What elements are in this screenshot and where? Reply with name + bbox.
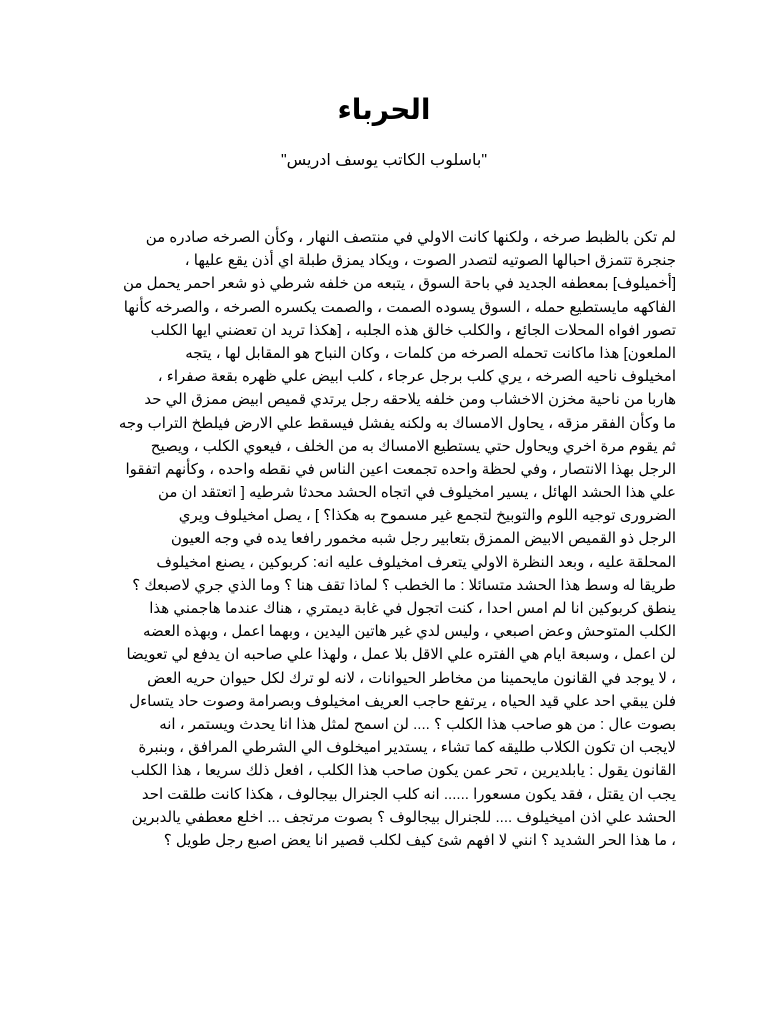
body-text <box>94 226 676 852</box>
body-line: [أخميلوف] بمعطفه الجديد في باحة السوق ، يتبعه من خلفه شرطي ذو شعر احمر يحمل من <box>122 275 676 293</box>
body-line: الرجل بهذا الانتصار ، وفي لحظة واحده تجمعت اعين الناس في نقطه واحده ، وكأنهم اتفقوا <box>125 460 676 478</box>
body-line: يجب ان يقتل ، فقد يكون مسعورا ...... انه كلب الجنرال بيجالوف ، هكذا كانت طلقت احد <box>141 785 676 803</box>
body-line: الكلب المتوحش وعض اصبعي ، وليس لدي غير هاتين اليدين ، وبهما اعمل ، وبهذه العضه <box>142 623 676 641</box>
body-line: الحشد علي اذن اميخيلوف .... للجنرال بيجالوف ؟ بصوت مرتجف ... اخلع معطفي يالدبرين <box>131 808 676 826</box>
body-line: الفاكهه مايستطيع حمله ، السوق يسوده الصمت ، والصمت يكسره الصرخه ، والصرخه كأنها <box>123 298 676 316</box>
page-title: الحرباء <box>337 94 431 125</box>
body-line: الضرورى توجيه اللوم والتوبيخ لتجمع غير مسموح به هكذا؟ ] ، يصل امخيلوف ويري <box>178 507 676 525</box>
body-line: ثم يقوم مرة اخري ويحاول حتي يستطيع الامساك به من الخلف ، فيعوي الكلب ، ويصيح <box>150 437 676 455</box>
body-line: لايجب ان تكون الكلاب طليقه كما تشاء ، يستدير اميخلوف الي الشرطي المرافق ، وبنبرة <box>138 739 676 757</box>
body-line: الملعون] هذا ماكانت تحمله الصرخه من كلمات ، وكان النباح هو المقابل لها ، يتجه <box>185 344 676 362</box>
body-line: القانون يقول : يابلديرين ، تحر عمن يكون صاحب هذا الكلب ، افعل ذلك سريعا ، هذا الكلب <box>130 762 676 780</box>
body-line: فلن يبقي احد علي قيد الحياه ، يرتفع حاجب العريف امخيلوف وبصرامة وصوت حاد يتساءل <box>129 692 676 710</box>
body-line: لم تكن بالظبط صرخه ، ولكنها كانت الاولي في منتصف النهار ، وكأن الصرخه صادره من <box>145 229 676 246</box>
body-line: المحلقة عليه ، وبعد النظرة الاولي يتعرف امخيلوف عليه انه: كربوكين ، يصنع امخيلوف <box>156 553 676 571</box>
body-line: تصور افواه المحلات الجائع ، والكلب خالق هذه الجلبه ، [هكذا تريد ان تعضني ايها الكلب <box>150 321 676 339</box>
body-line: بصوت عال : من هو صاحب هذا الكلب ؟ .... لن اسمح لمثل هذا انا يحدث ويستمر ، انه <box>159 715 676 733</box>
body-line: ، لا يوجد في القانون مايحمينا من مخاطر الحيوانات ، لانه لو ترك لكل حيوان حريه العض <box>147 669 676 687</box>
body-line: الرجل ذو القميص الابيض الممزق بتعابير رجل شبه مخمور رافعا يده في وجه العيون <box>170 530 676 548</box>
body-line: طريقا له وسط هذا الحشد متسائلا : ما الخطب ؟ لماذا تقف هنا ؟ وما الذي جري لاصبعك ؟ <box>132 576 676 594</box>
page-subtitle: "باسلوب الكاتب يوسف ادريس" <box>280 152 488 169</box>
body-line: امخيلوف ناحيه الصرخه ، يري كلب برجل عرجاء ، كلب ابيض علي ظهره بقعة صفراء ، <box>157 368 676 386</box>
body-line: ، ما هذا الحر الشديد ؟ انني لا افهم شئ كيف لكلب قصير انا يعض اصبع رجل طويل ؟ <box>163 831 676 849</box>
body-line: جنجرة تتمزق احبالها الصوتيه لتصدر الصوت ، ويكاد يمزق طبلة اي أذن يقع عليها ، <box>184 252 676 270</box>
body-line: هاربا من ناحية مخزن الاخشاب ومن خلفه يلاحقه رجل يرتدي قميص ابيض ممزق الي حد <box>144 391 676 409</box>
body-line: لن اعمل ، وسبعة ايام هي الفتره علي الاقل بلا عمل ، ولهذا علي صاحبه ان يدفع لي تعويضا <box>126 646 676 664</box>
body-line: علي هذا الحشد الهائل ، يسير امخيلوف في اتجاه الحشد محدثا شرطيه [ اتعتقد ان من <box>157 484 676 502</box>
body-line: ينطق كربوكين انا لم امس احدا ، كنت اتجول في غابة ديمتري ، هناك عندما هاجمني هذا <box>149 600 676 617</box>
body-line: ما وكأن الفقر مزقه ، يحاول الامساك به ولكنه يفشل فيسقط علي الارض فيلطخ التراب وجه <box>118 414 676 432</box>
